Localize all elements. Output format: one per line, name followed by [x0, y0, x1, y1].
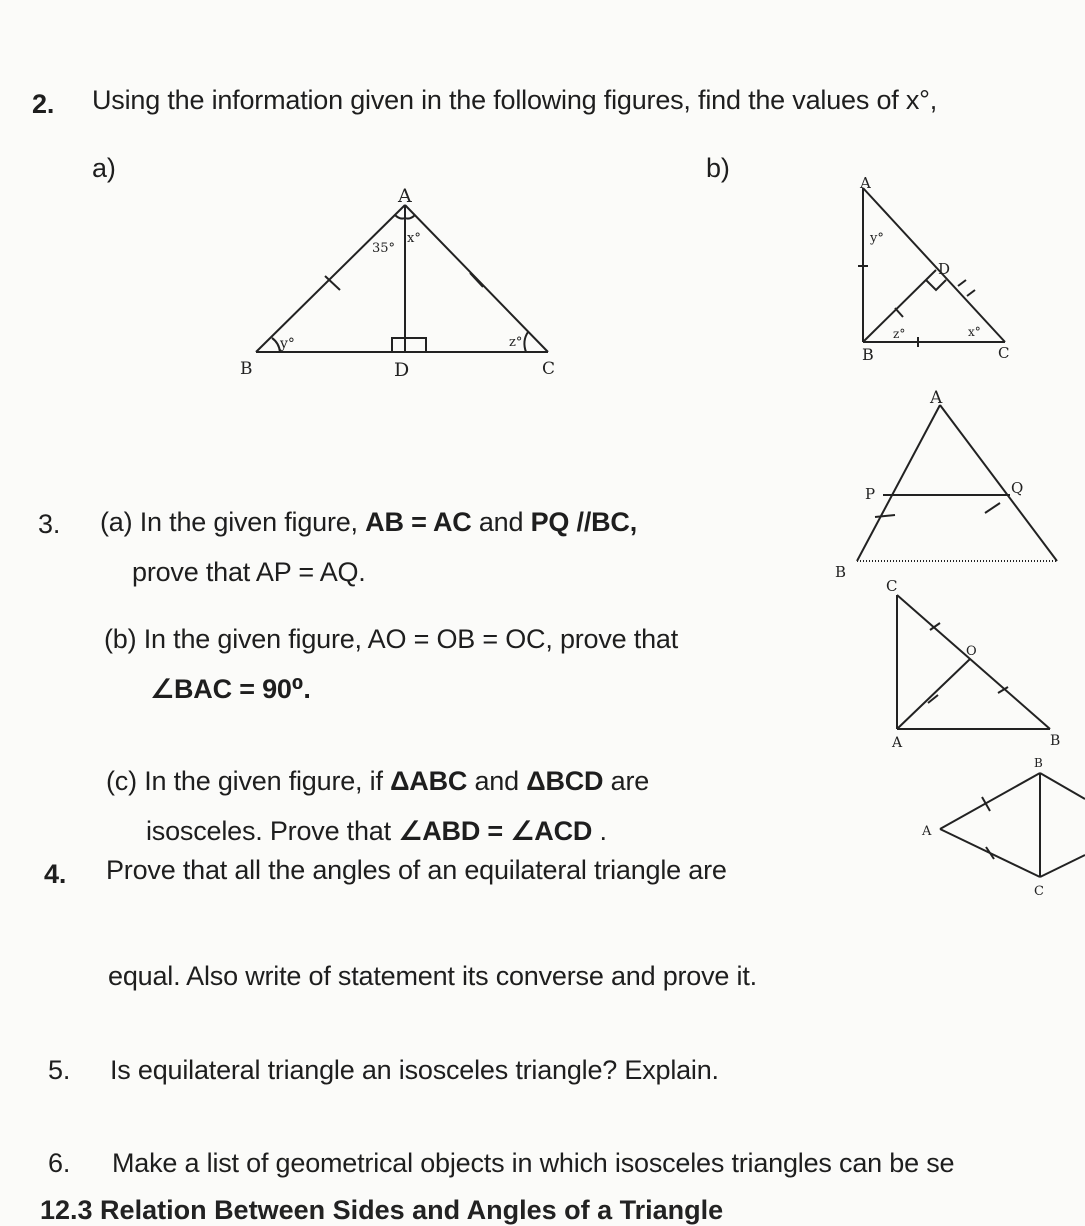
- fig-abcd-label-B: B: [1034, 756, 1043, 770]
- fig-aob-label-C: C: [886, 577, 898, 595]
- q3b-label: (b): [104, 624, 137, 654]
- q3a-eq1: AB = AC: [365, 507, 472, 537]
- fig-a-label-C: C: [542, 359, 556, 379]
- q6-number: 6.: [48, 1148, 71, 1178]
- fig-pq-label-Q: Q: [1011, 479, 1024, 497]
- q3b-text: In the given figure, AO = OB = OC, prove that: [143, 624, 679, 654]
- q2-text: Using the information given in the following figures, find the values of x°,: [92, 85, 938, 115]
- fig-abcd-label-A: A: [922, 824, 932, 839]
- fig-abcd-label-C: C: [1034, 884, 1044, 899]
- q3a-text: In the given figure,: [139, 507, 366, 537]
- fig-a-angle-x: x°: [407, 231, 421, 246]
- q3b-figure: [870, 575, 1070, 750]
- q2-figure-a: [232, 180, 562, 380]
- fig-a-label-D: D: [394, 359, 410, 381]
- q3a-eq2: PQ //BC,: [530, 507, 638, 537]
- fig-pq-label-A: A: [930, 388, 943, 408]
- fig-aob-label-B: B: [1050, 733, 1061, 749]
- q2-number: 2.: [32, 89, 55, 119]
- q3c-tri1: ΔABC: [390, 766, 468, 796]
- fig-a-angle-z: z°: [509, 335, 523, 350]
- fig-pq-label-P: P: [865, 485, 876, 503]
- q3-number: 3.: [38, 509, 61, 539]
- q3c-and: and: [467, 766, 527, 796]
- q6-text: Make a list of geometrical objects in which isosceles triangles can be se: [112, 1148, 955, 1178]
- fig-a-angle-35: 35°: [372, 241, 396, 256]
- q4-line2: equal. Also write of statement its converse and prove it.: [108, 961, 757, 991]
- q3c-text-pre: In the given figure, if: [144, 766, 391, 796]
- fig-b-angle-x: x°: [968, 325, 981, 339]
- fig-a-angle-y: y°: [280, 336, 295, 352]
- q3b-line1: [104, 623, 678, 655]
- q3c-label: (c): [106, 766, 137, 796]
- fig-aob-label-O: O: [966, 644, 977, 659]
- q2-part-a-label: a): [92, 153, 116, 183]
- q5-number: 5.: [48, 1055, 71, 1085]
- q3c-tri2: ΔBCD: [526, 766, 604, 796]
- fig-b-label-D: D: [938, 260, 951, 278]
- q5-text: Is equilateral triangle an isosceles triangle? Explain.: [110, 1055, 719, 1085]
- q3b-line2: ∠BAC = 90⁰.: [150, 674, 311, 704]
- q3c-eq: ∠ABD = ∠ACD: [398, 816, 593, 846]
- q3a-label: (a): [100, 507, 133, 537]
- q3a-and: and: [471, 507, 531, 537]
- fig-b-label-C: C: [998, 344, 1010, 362]
- fig-a-label-A: A: [398, 185, 412, 207]
- q3c-figure: [920, 755, 1080, 900]
- q3a-line1: [100, 506, 637, 538]
- q4-line1: Prove that all the angles of an equilateral triangle are: [106, 855, 727, 885]
- q3c-text2-pre: isosceles. Prove that: [146, 816, 399, 846]
- fig-b-label-A: A: [860, 174, 871, 192]
- fig-aob-label-A: A: [892, 735, 903, 751]
- fig-b-label-B: B: [862, 345, 874, 364]
- q2-part-b-label: b): [706, 153, 730, 183]
- next-heading: 12.3 Relation Between Sides and Angles of a Triangle: [40, 1195, 724, 1225]
- q3a-figure: [835, 385, 1065, 585]
- q3c-line2: [146, 815, 607, 847]
- q3c-text2-post: .: [592, 816, 607, 846]
- next-heading-clip: [40, 1195, 940, 1225]
- fig-b-angle-z: z°: [893, 327, 906, 341]
- q4-number: 4.: [44, 859, 67, 889]
- q2-figure-b: [850, 174, 1020, 365]
- fig-b-angle-y: y°: [870, 231, 884, 246]
- q3c-text-post: are: [603, 766, 650, 796]
- fig-a-label-B: B: [240, 359, 253, 379]
- q3c-line1: [106, 765, 649, 797]
- fig-pq-label-B: B: [835, 563, 847, 581]
- q3a-line2: prove that AP = AQ.: [132, 557, 366, 587]
